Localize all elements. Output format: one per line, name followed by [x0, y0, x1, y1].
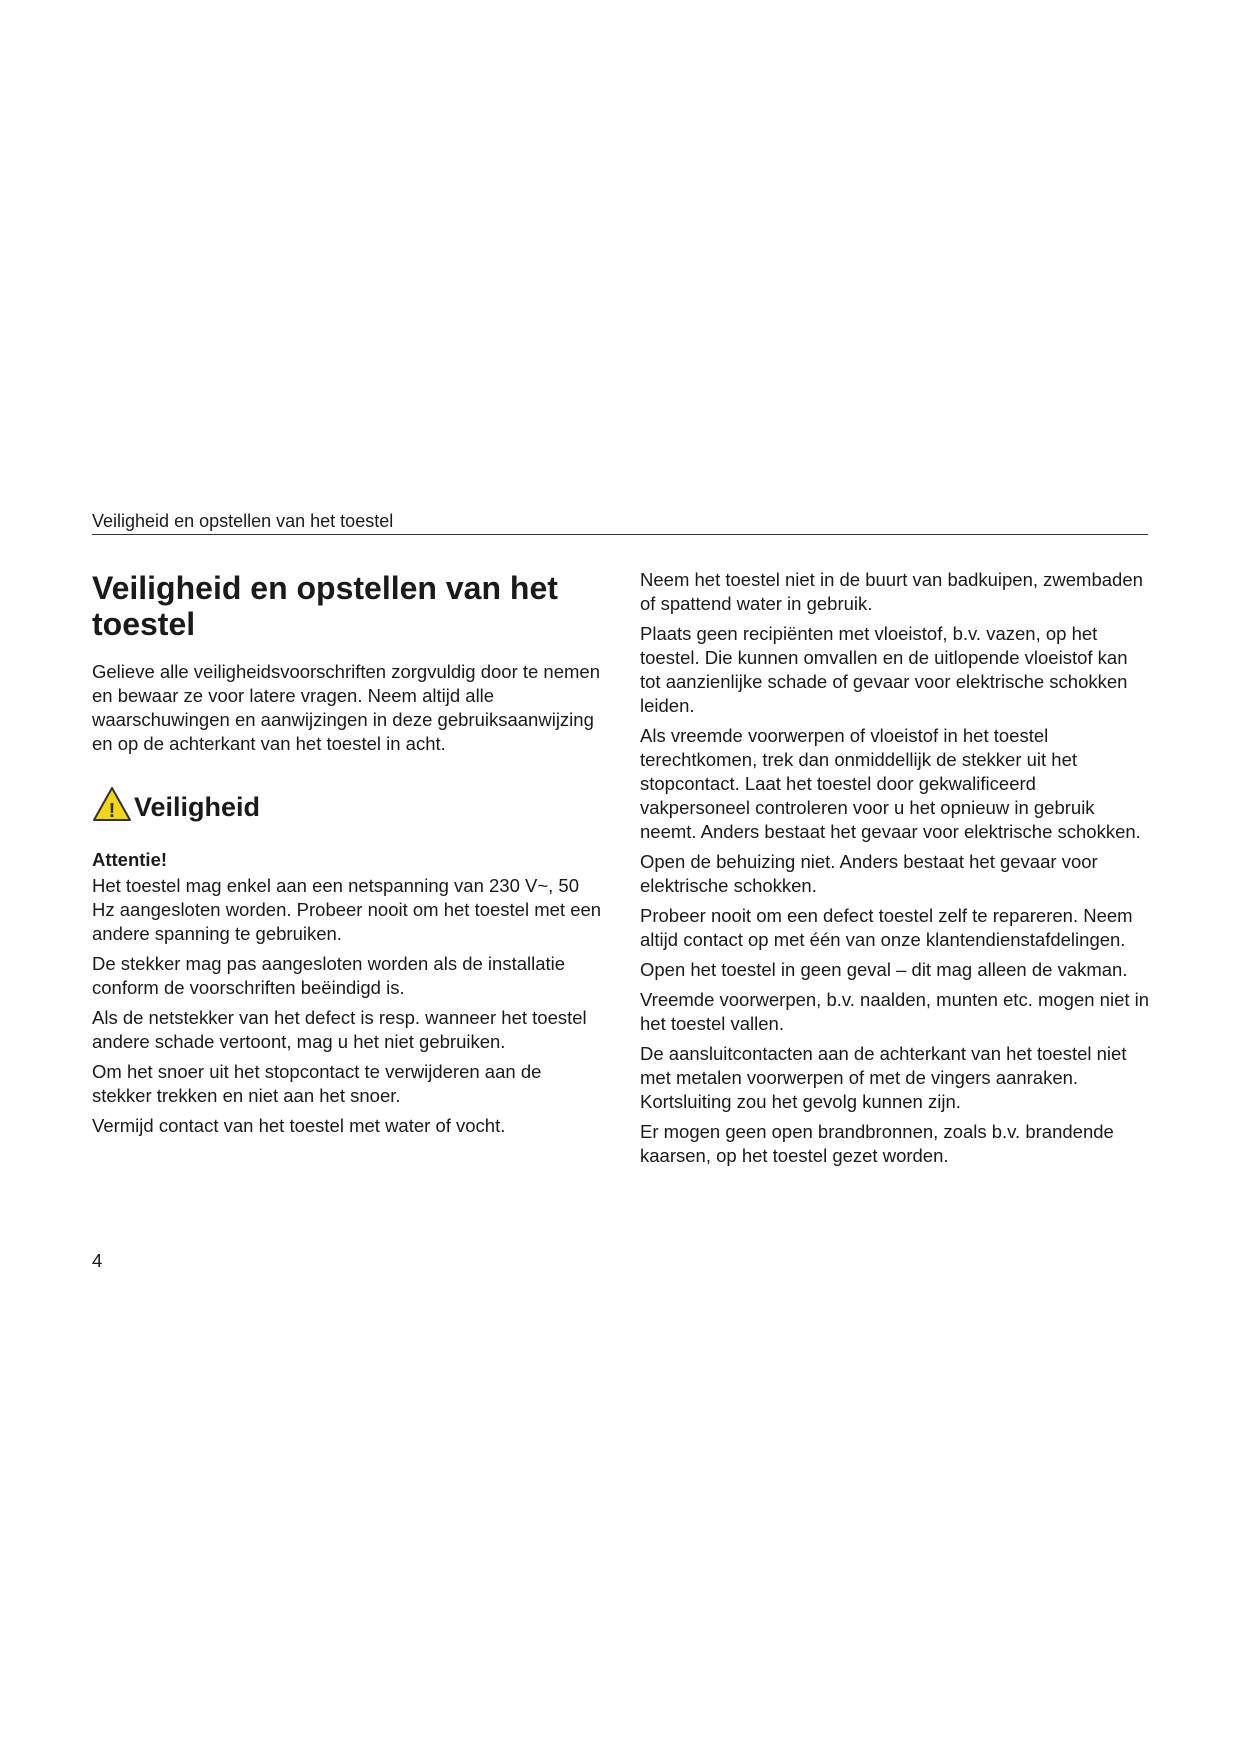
right-column [640, 568, 1150, 1174]
page-number: 4 [92, 1250, 103, 1271]
right-paragraph: Probeer nooit om een defect toestel zelf te repareren. Neem altijd contact op met één van onze klantendienstafdelingen. [640, 905, 1133, 950]
attention-label: Attentie! [92, 849, 168, 870]
header-rule [92, 534, 1148, 535]
left-paragraph: Vermijd contact van het toestel met water of vocht. [92, 1115, 506, 1136]
section-title: Veiligheid [134, 792, 261, 822]
left-paragraph: De stekker mag pas aangesloten worden als de installatie conform de voorschriften beëindigd is. [92, 953, 566, 998]
right-paragraph: Er mogen geen open brandbronnen, zoals b.v. brandende kaarsen, op het toestel gezet worden. [640, 1121, 1114, 1166]
right-paragraph: Plaats geen recipiënten met vloeistof, b.v. vazen, op het toestel. Die kunnen omvallen en de uitlopende vloeistof kan tot aanzienlijke schade of gevaar voor elektrische schokken leiden. [640, 623, 1128, 716]
left-column [92, 560, 602, 1144]
right-paragraph: De aansluitcontacten aan de achterkant van het toestel niet met metalen voorwerpen of met de vingers aanraken. Kortsluiting zou het gevolg kunnen zijn. [640, 1043, 1127, 1112]
right-paragraph: Als vreemde voorwerpen of vloeistof in het toestel terechtkomen, trek dan onmiddellijk de stekker uit het stopcontact. Laat het toestel door gekwalificeerd vakpersoneel controleren voor u het opnieuw in gebruik neemt. Anders bestaat het gevaar voor elektrische schokken. [640, 725, 1141, 842]
running-header: Veiligheid en opstellen van het toestel [92, 511, 394, 531]
intro-paragraph: Gelieve alle veiligheidsvoorschriften zorgvuldig door te nemen en bewaar ze voor latere vragen. Neem altijd alle waarschuwingen en aanwijzingen in deze gebruiksaanwijzing en op de achterkant van het toestel in acht. [92, 661, 601, 754]
page-title: Veiligheid en opstellen van het toestel [92, 570, 558, 642]
right-paragraph: Neem het toestel niet in de buurt van badkuipen, zwembaden of spattend water in gebruik. [640, 569, 1143, 614]
warning-triangle-icon [92, 786, 132, 822]
warning-mark: ! [108, 800, 116, 822]
left-paragraph: Om het snoer uit het stopcontact te verwijderen aan de stekker trekken en niet aan het snoer. [92, 1061, 542, 1106]
right-paragraph: Open het toestel in geen geval – dit mag alleen de vakman. [640, 959, 1128, 980]
right-paragraph: Open de behuizing niet. Anders bestaat het gevaar voor elektrische schokken. [640, 851, 1098, 896]
left-paragraph: Als de netstekker van het defect is resp. wanneer het toestel andere schade vertoont, mag u het niet gebruiken. [92, 1007, 587, 1052]
right-paragraph: Vreemde voorwerpen, b.v. naalden, munten etc. mogen niet in het toestel vallen. [640, 989, 1150, 1034]
section-heading [92, 786, 602, 822]
left-paragraph: Het toestel mag enkel aan een netspanning van 230 V~, 50 Hz aangesloten worden. Probeer nooit om het toestel met een andere spanning te gebruiken. [92, 875, 602, 944]
